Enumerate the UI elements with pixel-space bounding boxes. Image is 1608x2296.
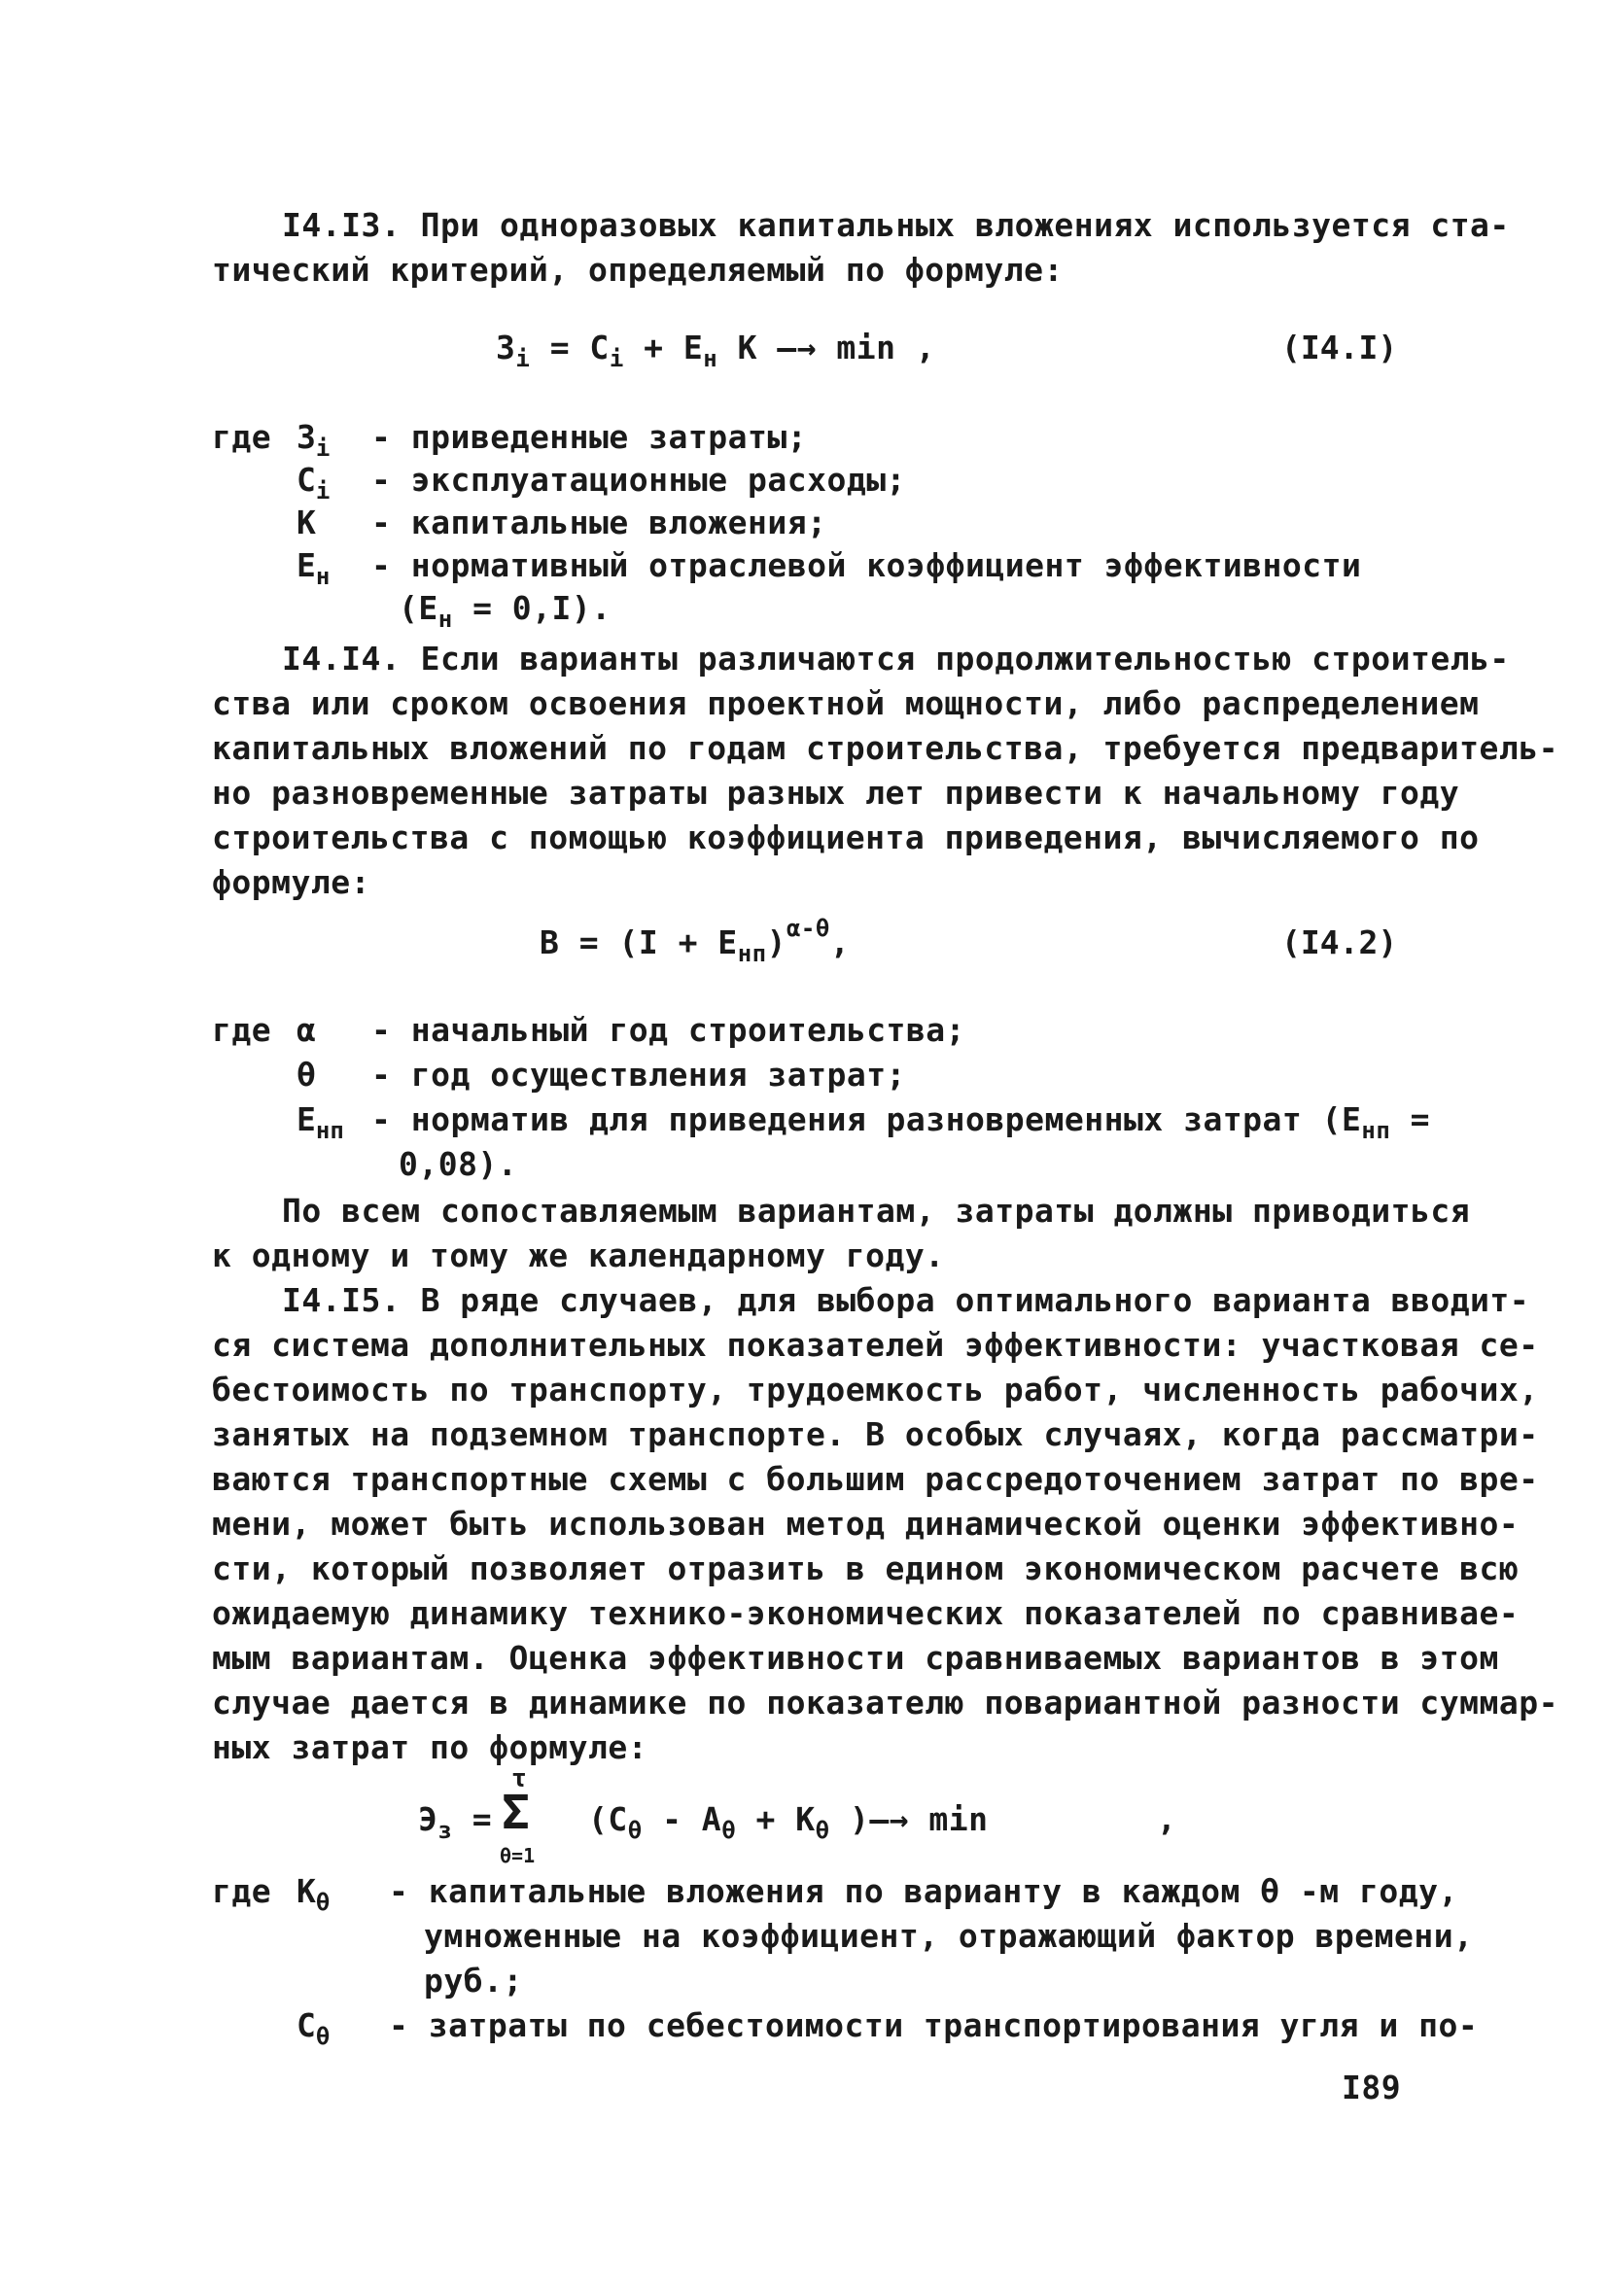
def3-k-line-1: - капитальные вложения по варианту в каждом θ -м году, — [389, 1872, 1458, 1910]
p1415-line-6: мени, может быть использован метод динамической оценки эффективно- — [212, 1505, 1520, 1543]
p1415-line-9: мым вариантам. Оценка эффективности сравниваемых вариантов в этом — [212, 1639, 1499, 1677]
def2-text-1: - начальный год строительства; — [371, 1011, 966, 1049]
def2-symbol-2: θ — [297, 1056, 316, 1094]
def3-symbol-k: $K_\theta$ — [297, 1872, 331, 1916]
def1-symbol-3: K — [297, 504, 316, 541]
p1413-line-2: тический критерий, определяемый по формуле: — [212, 251, 1064, 289]
def1-text-3: - капитальные вложения; — [371, 504, 827, 541]
p1414-line-2: ства или сроком освоения проектной мощности, либо распределением — [212, 684, 1480, 722]
p1415-line-2: ся система дополнительных показателей эффективности: участковая се- — [212, 1326, 1539, 1364]
p1415-line-1: I4.I5. В ряде случаев, для выбора оптимального варианта вводит- — [282, 1281, 1530, 1319]
where-label-2: где — [212, 1011, 272, 1049]
p1414-line-4: но разновременные затраты разных лет привести к начальному году — [212, 774, 1460, 812]
def2-text-3: - норматив для приведения разновременных затрат ($E_{нп}$ = — [371, 1100, 1431, 1144]
def2-symbol-3: $E_{нп}$ — [297, 1100, 344, 1144]
def3-c-line-1: - затраты по себестоимости транспортирования угля и по- — [389, 2006, 1479, 2044]
def1-text-1: - приведенные затраты; — [371, 418, 808, 456]
equation-number-14-1: (I4.I) — [1281, 329, 1398, 366]
equation-number-14-2: (I4.2) — [1281, 923, 1398, 961]
p1414-line-6: формуле: — [212, 863, 370, 901]
p1415-line-8: ожидаемую динамику технико-экономических показателей по сравнивае- — [212, 1594, 1520, 1632]
formula-14-1: $З_i = C_i + E_н$ K —→ min , — [496, 329, 936, 372]
sigma-symbol: Σ — [502, 1786, 530, 1840]
formula-sum-comma: , — [1157, 1800, 1177, 1838]
formula-sum-body: ($C_\theta - A_\theta + K_\theta$ )—→ min — [588, 1800, 989, 1844]
formula-sum-lhs: $Э_з$ = — [418, 1800, 493, 1844]
p1414-line-5: строительства с помощью коэффициента приведения, вычисляемого по — [212, 818, 1480, 856]
sum-upper-limit: τ — [511, 1764, 527, 1793]
p1413-line-1: I4.I3. При одноразовых капитальных вложениях используется ста- — [282, 206, 1510, 244]
def2-continuation: 0,08). — [399, 1145, 518, 1183]
summation — [496, 1764, 554, 1871]
def1-symbol-2: $C_i$ — [297, 461, 331, 504]
p1414-line-3: капитальных вложений по годам строительства, требуется предваритель- — [212, 729, 1559, 767]
formula-14-2: $В = (I + E_{нп})^{\alpha-\theta}$, — [540, 915, 851, 967]
def2-text-2: - год осуществления затрат; — [371, 1056, 906, 1094]
p1415-line-11: ных затрат по формуле: — [212, 1728, 648, 1766]
page-number: I89 — [1342, 2069, 1402, 2106]
def1-symbol-1: $З_i$ — [297, 418, 331, 462]
sum-lower-limit: θ=1 — [500, 1844, 536, 1867]
p1415-line-5: ваются транспортные схемы с большим рассредоточением затрат по вре- — [212, 1460, 1539, 1498]
note-line-1: По всем сопоставляемым вариантам, затраты должны приводиться — [282, 1192, 1471, 1230]
def2-symbol-1: α — [297, 1011, 316, 1049]
def1-symbol-4: $E_н$ — [297, 546, 331, 590]
where-label-1: где — [212, 418, 272, 456]
where-label-3: где — [212, 1872, 272, 1910]
p1414-line-1: I4.I4. Если варианты различаются продолжительностью строитель- — [282, 640, 1510, 678]
def1-text-2: - эксплуатационные расходы; — [371, 461, 906, 499]
note-line-2: к одному и тому же календарному году. — [212, 1236, 945, 1274]
p1415-line-7: сти, который позволяет отразить в едином экономическом расчете всю — [212, 1549, 1520, 1587]
def3-symbol-c: $C_\theta$ — [297, 2006, 331, 2050]
def1-text-4: - нормативный отраслевой коэффициент эффективности — [371, 546, 1362, 584]
p1415-line-3: бестоимость по транспорту, трудоемкость работ, численность рабочих, — [212, 1371, 1539, 1409]
def3-k-line-3: руб.; — [424, 1962, 523, 2000]
def1-continuation: $(E_н = 0,I)$. — [399, 589, 612, 633]
p1415-line-10: случае дается в динамике по показателю повариантной разности суммар- — [212, 1684, 1559, 1722]
p1415-line-4: занятых на подземном транспорте. В особых случаях, когда рассматри- — [212, 1415, 1539, 1453]
def3-k-line-2: умноженные на коэффициент, отражающий фактор времени, — [424, 1917, 1474, 1955]
